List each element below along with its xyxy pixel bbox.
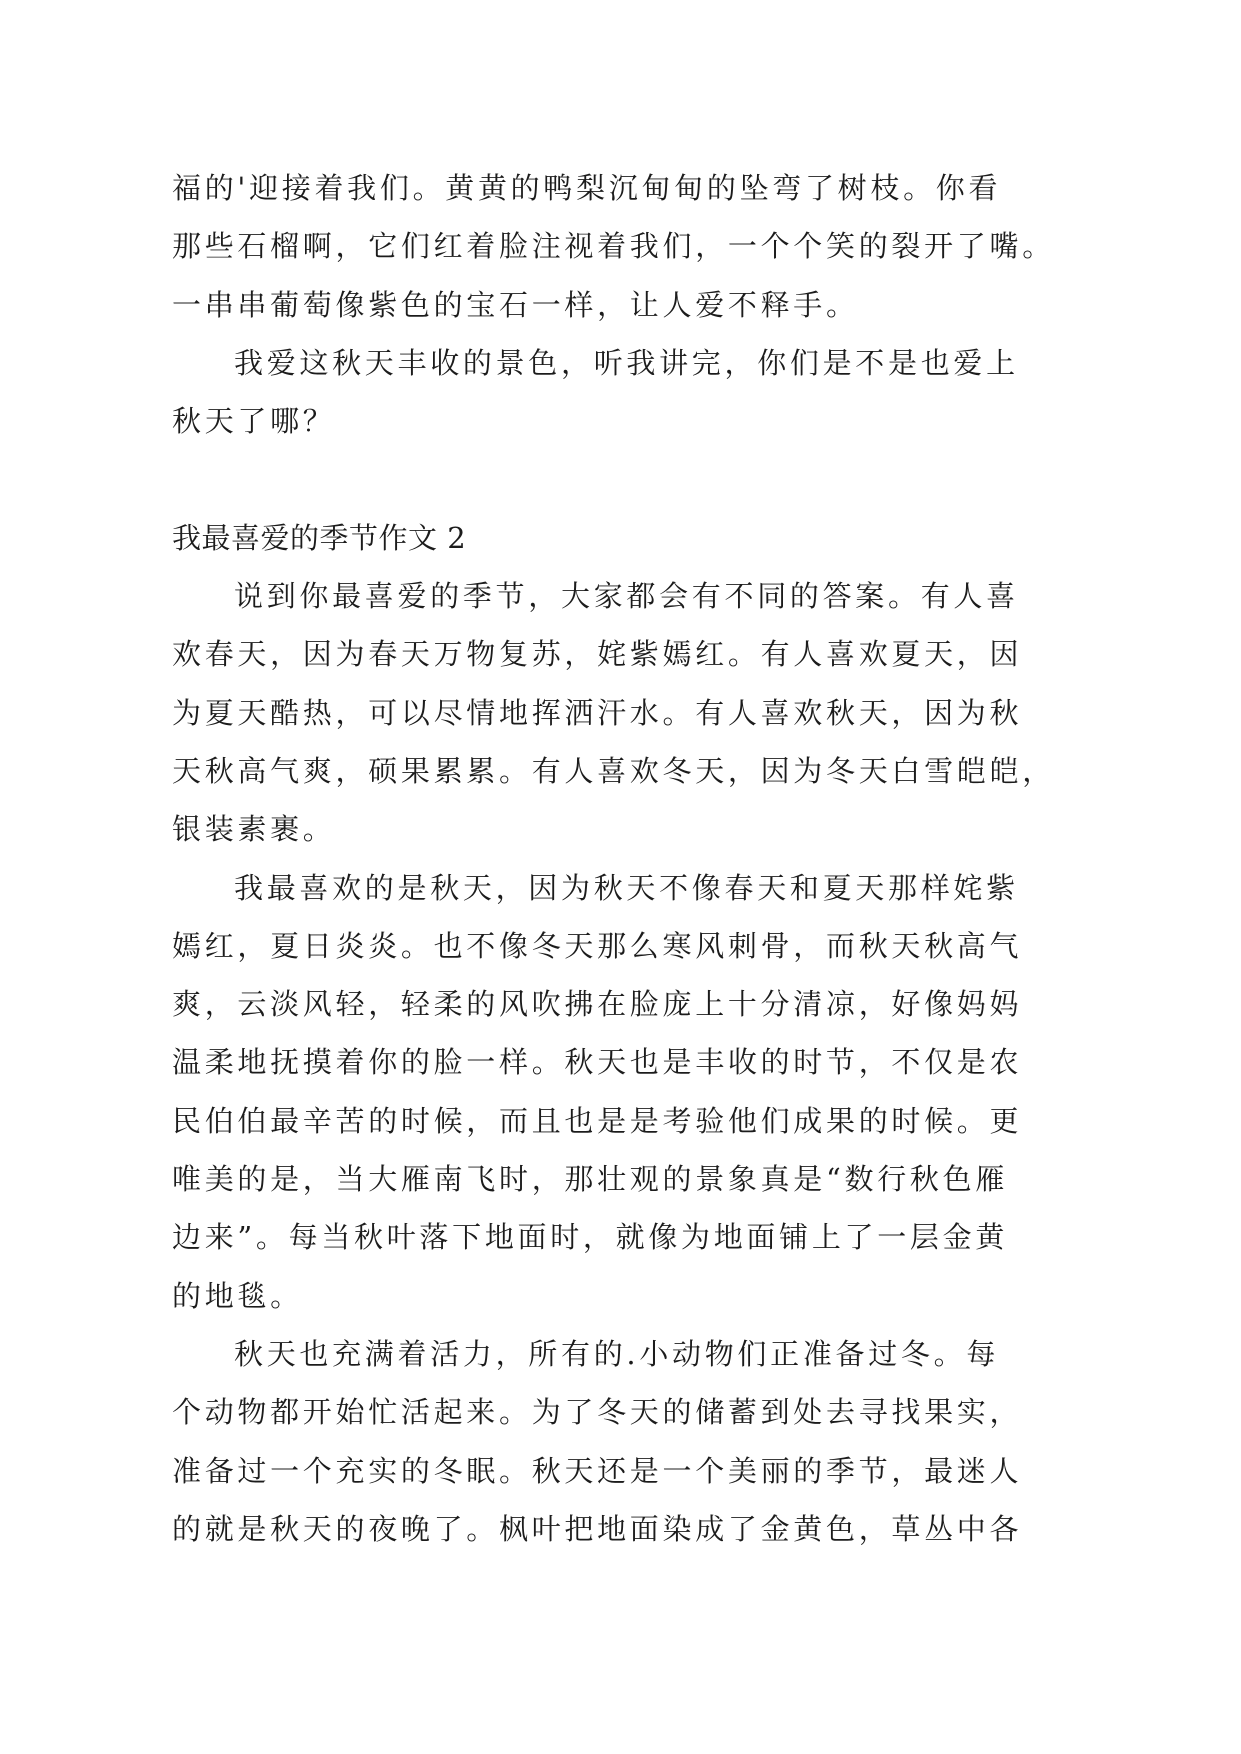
paragraph-line: 银装素裹。 bbox=[172, 812, 336, 847]
section-heading: 我最喜爱的季节作文 2 bbox=[172, 520, 467, 555]
paragraph-line: 边来”。每当秋叶落下地面时，就像为地面铺上了一层金黄 bbox=[172, 1220, 1009, 1255]
document-page bbox=[172, 159, 1092, 1558]
paragraph-line: 准备过一个充实的冬眠。秋天还是一个美丽的季节，最迷人 bbox=[172, 1453, 1023, 1488]
paragraph-line: 天秋高气爽，硕果累累。有人喜欢冬天，因为冬天白雪皑皑， bbox=[172, 753, 1055, 788]
paragraph bbox=[172, 859, 1092, 1325]
paragraph-line: 那些石榴啊，它们红着脸注视着我们，一个个笑的裂开了嘴。 bbox=[172, 229, 1055, 264]
paragraph-line: 福的'迎接着我们。黄黄的鸭梨沉甸甸的坠弯了树枝。你看 bbox=[172, 171, 1002, 205]
paragraph-line: 说到你最喜爱的季节，大家都会有不同的答案。有人喜 bbox=[234, 579, 1019, 614]
paragraph-line: 的地毯。 bbox=[172, 1278, 303, 1313]
blank-line bbox=[172, 450, 1092, 508]
paragraph bbox=[172, 1325, 1092, 1558]
paragraph bbox=[172, 567, 1092, 858]
paragraph-line: 秋天也充满着活力，所有的.小动物们正准备过冬。每 bbox=[234, 1336, 1000, 1371]
paragraph-line: 民伯伯最辛苦的时候，而且也是是考验他们成果的时候。更 bbox=[172, 1103, 1023, 1138]
paragraph-line: 一串串葡萄像紫色的宝石一样，让人爱不释手。 bbox=[172, 287, 859, 322]
paragraph-line: 爽，云淡风轻，轻柔的风吹拂在脸庞上十分清凉，好像妈妈 bbox=[172, 987, 1023, 1022]
paragraph-line: 个动物都开始忙活起来。为了冬天的储蓄到处去寻找果实， bbox=[172, 1395, 1023, 1430]
paragraph bbox=[172, 334, 1092, 451]
paragraph-line: 我爱这秋天丰收的景色，听我讲完，你们是不是也爱上 bbox=[234, 345, 1019, 380]
paragraph-line: 为夏天酷热，可以尽情地挥洒汗水。有人喜欢秋天，因为秋 bbox=[172, 695, 1023, 730]
paragraph bbox=[172, 159, 1092, 334]
paragraph-line: 唯美的是，当大雁南飞时，那壮观的景象真是“数行秋色雁 bbox=[172, 1162, 1009, 1197]
paragraph-line: 嫣红，夏日炎炎。也不像冬天那么寒风刺骨，而秋天秋高气 bbox=[172, 928, 1023, 963]
paragraph-line: 秋天了哪？ bbox=[172, 404, 336, 439]
paragraph-line: 温柔地抚摸着你的脸一样。秋天也是丰收的时节，不仅是农 bbox=[172, 1045, 1023, 1080]
paragraph-line: 欢春天，因为春天万物复苏，姹紫嫣红。有人喜欢夏天，因 bbox=[172, 637, 1023, 672]
paragraph-line: 我最喜欢的是秋天，因为秋天不像春天和夏天那样姹紫 bbox=[234, 870, 1019, 905]
paragraph-line: 的就是秋天的夜晚了。枫叶把地面染成了金黄色，草丛中各 bbox=[172, 1511, 1023, 1546]
